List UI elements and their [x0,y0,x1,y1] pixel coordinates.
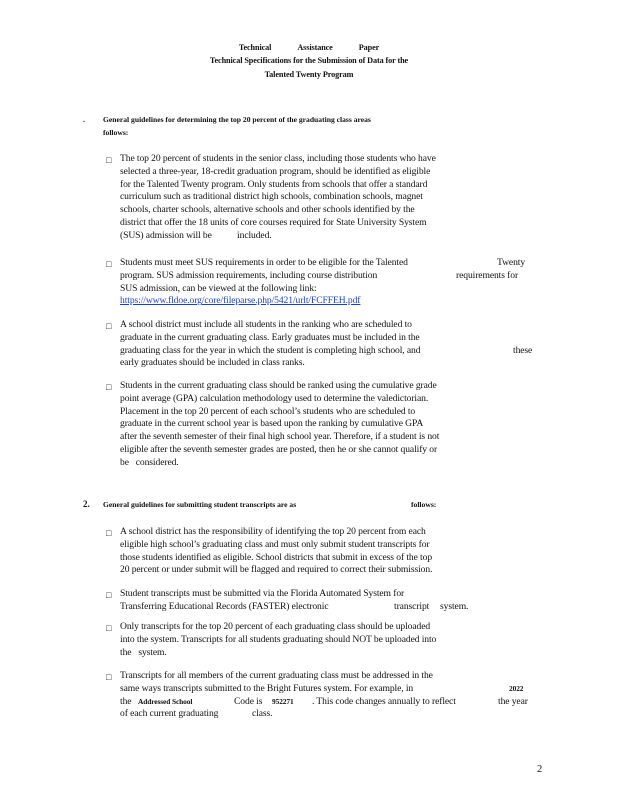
text-span: same ways transcripts submitted to the Bright Futures system. For example, in [120,682,414,694]
section-heading-line: follows: [103,128,129,137]
text-span: of each current graduating [120,708,219,720]
text-line: Only transcripts for the top 20 percent of each graduating class should be uploaded [120,621,431,632]
text-line: into the system. Transcripts for all students graduating should NOT be uploaded into [120,633,437,645]
text-line: those students identified as eligible. School districts that submit in excess of the top [120,551,433,563]
text-line [120,696,540,709]
text-line: early graduates should be included in class ranks. [120,357,305,369]
list-item [120,319,540,370]
list-item [120,621,455,659]
text-line: be considered. [120,456,179,468]
text-line: Student transcripts must be submitted via the Florida Automated System for [120,588,405,599]
section-1-heading [83,113,418,139]
text-line: point average (GPA) calculation methodology used to determine the valedictorian. [120,392,429,404]
text-span: 952271 [272,696,294,706]
text-line: graduate in the current graduating class. Early graduates must be included in the [120,331,420,343]
text-span: Transferring Educational Records (FASTER) electronic [120,600,329,612]
text-line: Transcripts for all members of the current graduating class must be addressed in the [120,670,433,681]
text-line: eligible after the seventh semester grades are posted, then he or she cannot qualify or [120,443,438,455]
text-span: Addressed School [138,696,193,706]
text-line [120,683,540,696]
text-line: after the seventh semester of their final high school year. Therefore, if a student is not [120,431,440,443]
text-line: A school district must include all students in the ranking who are scheduled to [120,319,412,330]
text-span: Code is [234,695,263,707]
text-line: graduate in the current school year is based upon the ranking by cumulative GPA [120,418,424,430]
text-line: district that offer the 18 units of core courses required for State University System [120,216,427,228]
text-line: The top 20 percent of students in the senior class, including those students who have [120,153,436,164]
text-line: the system. [120,646,167,658]
text-span: program. SUS admission requirements, including course distribution [120,269,378,281]
document-subtitle: Technical Specifications for the Submission of Data for the [209,56,409,65]
text-span: Students must meet SUS requirements in order to be eligible for the Talented [120,257,408,268]
text-span: system. [440,600,469,612]
bullet-icon: □ [106,528,112,538]
text-span: these [513,344,533,356]
text-line: 20 percent or under submit will be flagged and required to correct their submission. [120,564,433,576]
list-item [120,588,469,614]
text-span: class. [252,708,273,720]
bullet-icon: □ [106,590,112,600]
page-number: 2 [537,764,543,775]
text-line: SUS admission, can be viewed at the following link: [120,282,317,294]
text-span: the year [498,695,528,707]
section-number: 2. [83,499,90,509]
text-line: schools, charter schools, alternative schools and other schools identified by the [120,204,415,216]
list-item [120,257,540,308]
section-heading-line: General guidelines for determining the top 20 percent of the graduating class areas [103,115,371,124]
section-2-heading [83,498,508,511]
text-span: . This code changes annually to reflect [312,695,456,707]
text-line: for the Talented Twenty program. Only students from schools that offer a standard [120,178,428,190]
text-line: Students in the current graduating class should be ranked using the cumulative grade [120,380,437,391]
text-span: graduating class for the year in which the student is completing high school, and [120,344,421,356]
title-word: Technical [238,43,272,52]
text-line: (SUS) admission will be included. [120,229,272,241]
bullet-icon: □ [106,155,112,165]
section-heading-tail: follows: [411,500,437,509]
text-span: requirements for [456,269,519,281]
bullet-icon: □ [106,623,112,633]
list-item [120,153,455,243]
text-line [120,270,540,283]
list-item [120,380,455,470]
text-line [120,708,540,721]
text-line: curriculum such as traditional district high schools, combination schools, magnet [120,191,423,203]
section-number: . [83,115,85,124]
text-span: the [120,695,132,707]
text-line: selected a three-year, 18-credit graduation program, should be identified as eligible [120,165,431,177]
text-line [120,600,469,614]
text-span: Twenty [497,257,526,268]
bullet-icon: □ [106,382,112,392]
text-span: 2022 [509,683,524,693]
text-line: Placement in the top 20 percent of each school’s students who are scheduled to [120,405,416,417]
bullet-icon: □ [106,321,112,331]
text-line: A school district has the responsibility of identifying the top 20 percent from each [120,526,426,537]
title-word: Assistance [297,43,333,52]
requirements-link[interactable]: https://www.fldoe.org/core/fileparse.php/5421/urlt/FCFFEH.pdf [120,295,361,307]
section-heading-line: General guidelines for submitting student transcripts are as [103,500,297,509]
text-line [120,345,540,358]
list-item [120,670,540,721]
document-title [0,41,618,54]
bullet-icon: □ [106,672,112,682]
title-word: Paper [358,43,380,52]
text-line [120,257,540,270]
text-span: transcript [394,600,430,612]
text-line: eligible high school’s graduating class and must only submit student transcripts for [120,538,430,550]
document-subtitle-line2: Talented Twenty Program [264,70,354,79]
bullet-icon: □ [106,259,112,269]
list-item [120,526,455,577]
